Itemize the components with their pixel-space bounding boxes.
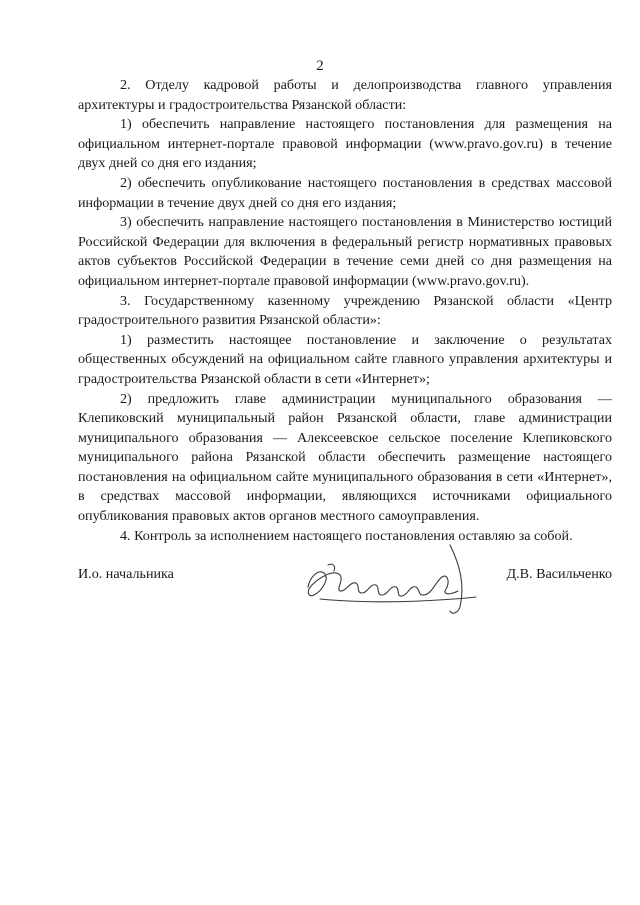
signatory-name: Д.В. Васильченко bbox=[506, 566, 612, 582]
paragraph-2-item-2: 2) обеспечить опубликование настоящего постановления в средствах массовой информации в течение двух дней со дня его издания; bbox=[78, 174, 612, 211]
paragraph-2-heading: 2. Отделу кадровой работы и делопроизводства главного управления архитектуры и градостроительства Рязанской области: bbox=[78, 77, 612, 113]
document-body bbox=[78, 76, 612, 546]
paragraph-3-heading: 3. Государственному казенному учреждению Рязанской области «Центр градостроительного развития Рязанской области»: bbox=[78, 292, 612, 329]
handwritten-signature bbox=[300, 525, 500, 620]
paragraph-2-item-1: 1) обеспечить направление настоящего постановления для размещения на официальном интернет-портале правовой информации (www.pravo.gov.ru) в течение двух дней со дня его издания; bbox=[78, 116, 612, 172]
paragraph-4: 4. Контроль за исполнением настоящего постановления оставляю за собой. bbox=[120, 527, 573, 544]
page-number: 2 bbox=[316, 58, 324, 74]
signatory-position: И.о. начальника bbox=[78, 566, 174, 582]
paragraph-2-item-3: 3) обеспечить направление настоящего постановления в Министерство юстиций Российской Федерации для включения в федеральный регистр нормативных правовых актов субъектов Российской Федерации в течение семи дней со дня размещения на официальном интернет-портале правовой информации (www.pravo.gov.ru). bbox=[78, 214, 612, 289]
paragraph-3-item-1: 1) разместить настоящее постановление и заключение о результатах общественных обсуждений на официальном сайте главного управления архитектуры и градостроительства Рязанской области в сети «Интернет»; bbox=[78, 331, 612, 387]
paragraph-3-item-2: 2) предложить главе администрации муниципального образования — Клепиковский муниципальный район Рязанской области, главе администрации муниципального образования — Алексеевское сельское поселение Клепиковского муниципального района Рязанской области обеспечить размещение настоящего постановления на официальном сайте муниципального образования в сети «Интернет», в средствах массовой информации, являющихся источниками официального опубликования правовых актов органов местного самоуправления. bbox=[78, 390, 612, 525]
